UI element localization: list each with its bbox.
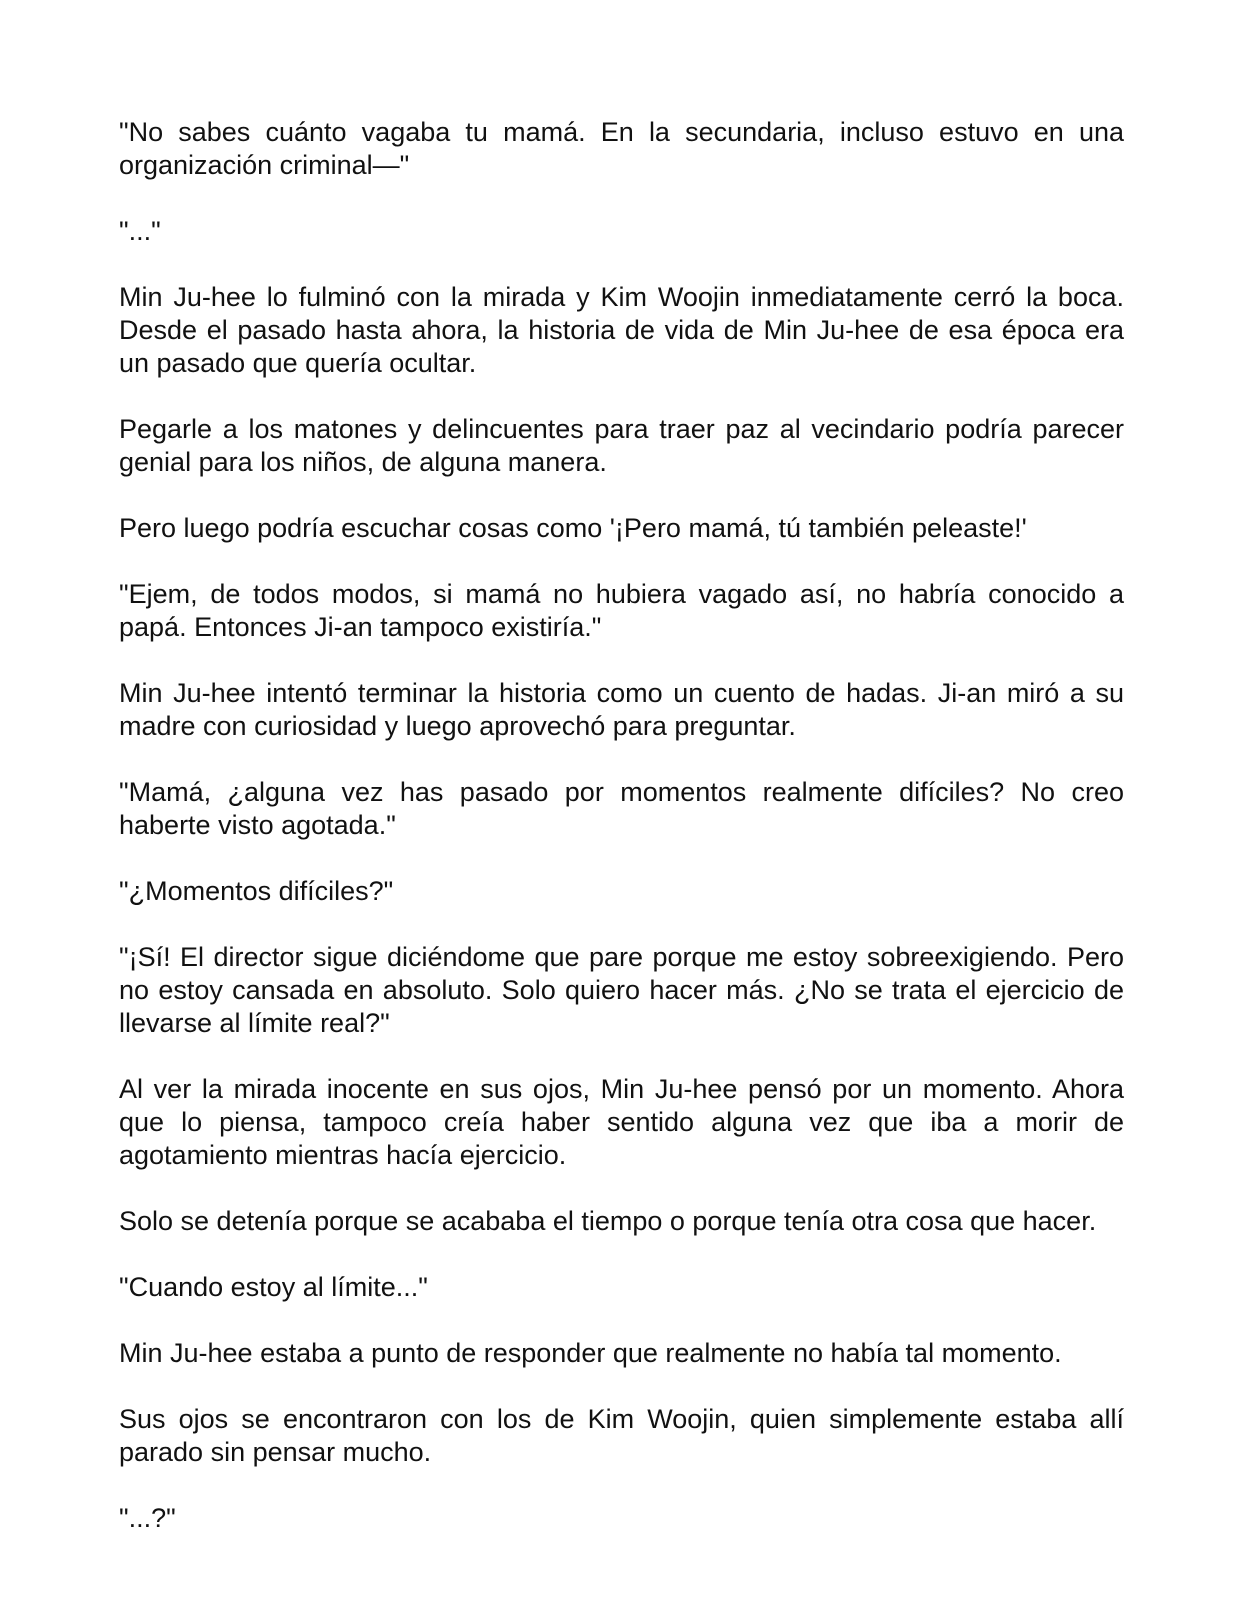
paragraph: "...?": [119, 1503, 176, 1533]
paragraph: Pegarle a los matones y delincuentes para traer paz al vecindario podría parecer genial para los niños, de alguna manera.: [119, 414, 1124, 477]
paragraph: Sus ojos se encontraron con los de Kim Woojin, quien simplemente estaba allí parado sin pensar mucho.: [119, 1404, 1124, 1467]
document-body: [119, 116, 1124, 1535]
paragraph: Al ver la mirada inocente en sus ojos, Min Ju-hee pensó por un momento. Ahora que lo piensa, tampoco creía haber sentido alguna vez que iba a morir de agotamiento mientras hacía ejercicio.: [119, 1074, 1124, 1170]
paragraph: "...": [119, 216, 161, 246]
paragraph: "¡Sí! El director sigue diciéndome que pare porque me estoy sobreexigiendo. Pero no estoy cansada en absoluto. Solo quiero hacer más. ¿No se trata el ejercicio de llevarse al límite real?": [119, 942, 1124, 1038]
paragraph: "No sabes cuánto vagaba tu mamá. En la secundaria, incluso estuvo en una organización criminal—": [119, 117, 1124, 180]
paragraph: "¿Momentos difíciles?": [119, 876, 394, 906]
paragraph: "Mamá, ¿alguna vez has pasado por momentos realmente difíciles? No creo haberte visto agotada.": [119, 777, 1124, 840]
paragraph: "Ejem, de todos modos, si mamá no hubiera vagado así, no habría conocido a papá. Entonces Ji-an tampoco existiría.": [119, 579, 1124, 642]
paragraph: Min Ju-hee intentó terminar la historia como un cuento de hadas. Ji-an miró a su madre con curiosidad y luego aprovechó para preguntar.: [119, 678, 1124, 741]
paragraph: Min Ju-hee lo fulminó con la mirada y Kim Woojin inmediatamente cerró la boca. Desde el pasado hasta ahora, la historia de vida de Min Ju-hee de esa época era un pasado que quería ocultar.: [119, 282, 1124, 378]
paragraph: Min Ju-hee estaba a punto de responder que realmente no había tal momento.: [119, 1338, 1062, 1368]
paragraph: "Cuando estoy al límite...": [119, 1272, 428, 1302]
paragraph: Solo se detenía porque se acababa el tiempo o porque tenía otra cosa que hacer.: [119, 1206, 1097, 1236]
paragraph: Pero luego podría escuchar cosas como '¡Pero mamá, tú también peleaste!': [119, 513, 1027, 543]
